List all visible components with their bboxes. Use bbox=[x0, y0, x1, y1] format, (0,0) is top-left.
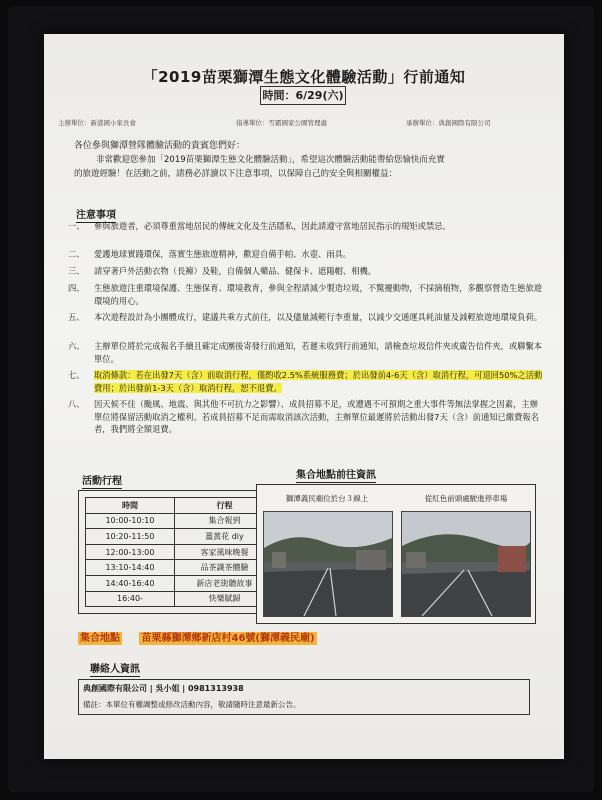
schedule-time: 13:10-14:40 bbox=[86, 560, 175, 576]
notice-number: 一、 bbox=[68, 221, 85, 231]
table-row bbox=[86, 513, 275, 529]
road-photo-2-image bbox=[402, 512, 530, 616]
notice-number: 七、 bbox=[68, 370, 85, 380]
notice-number: 五、 bbox=[68, 312, 85, 322]
notice-number: 二、 bbox=[68, 249, 85, 259]
meeting-info-title: 集合地點前往資訊 bbox=[296, 466, 376, 483]
document-page bbox=[44, 34, 564, 759]
notice-text: 因天候不佳（颱風、地震、與其他不可抗力之影響）、成員招募不足，或遭遇不可預期之重大事件等無法掌握之因素，主辦單位將保留活動取消之權利。若成員招募不足而需取消該次活動，主辦單位最遲將於活動出發7天（含）前通知已繳費報名者，我們將全額退費。 bbox=[94, 399, 540, 435]
notice-number: 四、 bbox=[68, 283, 85, 293]
contact-box bbox=[78, 679, 530, 715]
meeting-point bbox=[78, 629, 317, 644]
notice-item bbox=[68, 340, 546, 366]
event-date: 時間：6/29(六) bbox=[260, 86, 346, 105]
notice-text: 愛護地球實踐環保，落實生態旅遊精神，歡迎自備手帕、水壺、雨具。 bbox=[94, 249, 352, 259]
meeting-point-address: 苗栗縣獅潭鄉新店村46號(獅潭義民廟) bbox=[141, 633, 315, 644]
intro-line-1: 非常歡迎您參加「2019苗栗獅潭生態文化體驗活動」，希望這次體驗活動能帶給您愉快而充實 bbox=[96, 155, 445, 165]
schedule-activity: 集合報到 bbox=[174, 513, 274, 529]
notice-item-cancellation bbox=[68, 369, 546, 395]
document-title: 「2019苗栗獅潭生態文化體驗活動」行前通知 bbox=[142, 68, 466, 86]
host-org: 主辦單位：新港國小家長會 bbox=[58, 119, 136, 127]
notice-item bbox=[68, 265, 546, 278]
intro-line-2: 的旅遊經驗！在活動之前，請務必詳讀以下注意事項，以保障自己的安全與相關權益： bbox=[74, 169, 398, 179]
notice-text-highlighted: 取消條款：若在出發7天（含）前取消行程，僅酌收2.5%系統服務費；於出發前4-6天（含）取消行程，可退回50%之活動費用；於出發前1-3天（含）取消行程，恕不退費。 bbox=[94, 370, 543, 393]
notice-number: 三、 bbox=[68, 266, 85, 276]
road-photo-2 bbox=[401, 511, 531, 617]
notice-number: 六、 bbox=[68, 341, 85, 351]
road-photo-1 bbox=[263, 511, 393, 617]
greeting: 各位參與獅潭營隊體驗活動的貴賓您們好： bbox=[74, 141, 246, 151]
notice-item bbox=[68, 398, 546, 438]
schedule-activity: 客家風味晚餐 bbox=[174, 544, 274, 560]
notice-text: 請穿著戶外活動衣物（長褲）及鞋，自備個人藥品、健保卡、遮陽帽、相機。 bbox=[94, 266, 377, 276]
notice-text: 參與旅遊者，必須尊重當地居民的傳統文化及生活隱私，因此請遵守當地居民指示的規矩或禁忌。 bbox=[94, 221, 451, 231]
schedule-title: 活動行程 bbox=[82, 472, 122, 489]
notice-number: 八、 bbox=[68, 399, 85, 409]
road-photo-1-image bbox=[264, 512, 392, 616]
guide-org: 指導單位：雪霸國家公園管理處 bbox=[236, 119, 327, 127]
photo-caption-2: 從紅色前頭處駛進停車場 bbox=[424, 494, 508, 503]
schedule-header-time: 時間 bbox=[86, 498, 175, 514]
schedule-box bbox=[78, 490, 284, 614]
notice-item bbox=[68, 248, 546, 261]
contact-note: 備註：本單位有權調整或修改活動內容，敬請隨時注意最新公告。 bbox=[83, 700, 301, 709]
table-row bbox=[86, 544, 275, 560]
contact-line: 典創國際有限公司 | 吳小姐 | 0981313938 bbox=[83, 684, 244, 693]
notice-text: 主辦單位將於完成報名手續且確定成團後寄發行前通知，若遲未收到行前通知，請檢查垃圾信件夾或廣告信件夾，或聯繫本單位。 bbox=[94, 341, 543, 364]
schedule-table bbox=[85, 497, 275, 607]
schedule-activity: 快樂賦歸 bbox=[174, 591, 274, 607]
table-row bbox=[86, 575, 275, 591]
schedule-header-row bbox=[86, 498, 275, 514]
schedule-time: 10:00-10:10 bbox=[86, 513, 175, 529]
table-row bbox=[86, 560, 275, 576]
meeting-point-label: 集合地點 bbox=[80, 633, 120, 644]
meeting-photos-box bbox=[256, 484, 536, 624]
schedule-activity: 新店老街聽故事 bbox=[174, 575, 274, 591]
schedule-header-activity: 行程 bbox=[174, 498, 274, 514]
notice-text: 本次遊程設計為小團體成行，建議共乘方式前往，以及儘量減輕行李重量，以減少交通運具耗油量及減輕旅遊地環境負荷。 bbox=[94, 312, 543, 322]
notice-item bbox=[68, 220, 546, 246]
notice-section-title: 注意事項 bbox=[76, 206, 116, 223]
schedule-time: 12:00-13:00 bbox=[86, 544, 175, 560]
schedule-activity: 品茶識茶體驗 bbox=[174, 560, 274, 576]
contact-title: 聯絡人資訊 bbox=[90, 660, 140, 677]
schedule-activity: 薑黃花 diy bbox=[174, 529, 274, 545]
notice-text: 生態旅遊注重環境保護、生態保育、環境教育，參與全程請減少製造垃圾，不驚擾動物，不採摘植物，多觀察營造生態旅遊環境的用心。 bbox=[94, 283, 543, 306]
schedule-time: 16:40- bbox=[86, 591, 175, 607]
photo-caption-1: 獅潭義民廟位於台３線上 bbox=[285, 494, 369, 503]
schedule-time: 14:40-16:40 bbox=[86, 575, 175, 591]
contractor-org: 承辦單位：典創國際有限公司 bbox=[406, 119, 491, 127]
table-row bbox=[86, 529, 275, 545]
schedule-time: 10:20-11:50 bbox=[86, 529, 175, 545]
table-row bbox=[86, 591, 275, 607]
notice-item bbox=[68, 311, 546, 337]
